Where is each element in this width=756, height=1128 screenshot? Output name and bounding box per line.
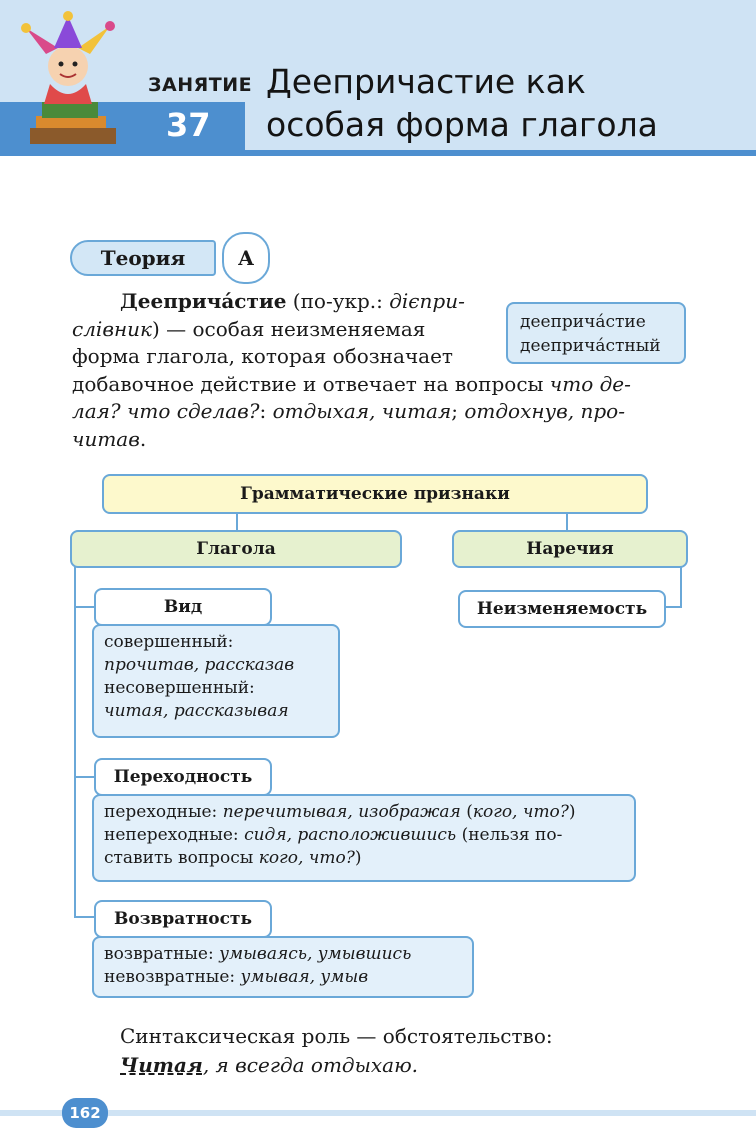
text: что де-	[549, 371, 631, 396]
text: несовершенный:	[104, 678, 255, 698]
level-badge: А	[222, 232, 270, 284]
theory-label: Теория	[70, 240, 216, 276]
text: дієпри-	[389, 289, 465, 313]
text: совершенный:	[104, 632, 234, 652]
text: (нельзя по-	[456, 825, 563, 845]
connector	[74, 776, 96, 778]
aspect-content	[92, 624, 340, 738]
text: кого, что?	[258, 848, 355, 868]
syntax-role-note	[120, 1022, 553, 1080]
transitivity-title: Переходность	[94, 758, 272, 796]
text: , я всегда отдыхаю.	[202, 1053, 419, 1077]
text: умываясь, умывшись	[219, 944, 412, 964]
transitivity-content	[92, 794, 636, 882]
text: добавочное действие и отвечает на вопросы	[72, 371, 550, 396]
text: возвратные:	[104, 944, 220, 964]
title-line: Деепричастие как	[266, 62, 586, 101]
grammar-features-box: Грамматические признаки	[102, 474, 648, 514]
text: ;	[451, 399, 465, 423]
connector	[74, 606, 96, 608]
text: форма глагола, которая обозначает	[72, 344, 453, 368]
text: )	[568, 802, 576, 822]
header-divider	[0, 150, 756, 156]
text: кого, что?	[472, 802, 569, 822]
text: отдыхая, читая	[272, 399, 452, 423]
text: ) — особая неизменяемая	[151, 316, 426, 341]
text: сидя, расположившись	[244, 825, 457, 845]
text: слівник	[72, 316, 152, 341]
text: )	[354, 848, 362, 868]
term: Деепричáстие	[120, 289, 287, 313]
footer-divider	[0, 1110, 756, 1116]
text: читая, рассказывая	[104, 701, 289, 721]
text: (по-укр.:	[286, 289, 390, 313]
text: переходные:	[104, 802, 223, 822]
aspect-title: Вид	[94, 588, 272, 626]
connector	[566, 512, 568, 532]
connector	[236, 512, 238, 532]
connector	[664, 606, 682, 608]
text: умывая, умыв	[240, 967, 369, 987]
reflexivity-content	[92, 936, 474, 998]
title-line: особая форма глагола	[266, 105, 658, 144]
ukrainian-term: дееприча́стный	[520, 336, 661, 356]
connector	[74, 566, 76, 916]
connector	[680, 566, 682, 608]
page-number: 162	[62, 1098, 108, 1128]
reflexivity-title: Возвратность	[94, 900, 272, 938]
text: непереходные:	[104, 825, 245, 845]
text: читав	[72, 426, 140, 451]
connector	[74, 916, 96, 918]
text: ставить вопросы	[104, 848, 259, 868]
adverb-features-box: Наречия	[452, 530, 688, 568]
text: лая? что сделав?	[72, 399, 260, 423]
text: .	[139, 426, 147, 451]
text: Синтаксическая роль — обстоятельство:	[120, 1024, 553, 1048]
invariability-box: Неизменяемость	[458, 590, 666, 628]
lesson-number: 37	[166, 106, 211, 144]
definition-paragraph	[72, 288, 692, 453]
jester-mascot-icon	[6, 8, 126, 150]
text: перечитывая, изображая	[222, 802, 461, 822]
text: (	[460, 802, 473, 822]
text: :	[259, 399, 273, 423]
ukrainian-term: дееприча́стие	[520, 312, 646, 332]
page-title	[266, 60, 658, 146]
text: невозвратные:	[104, 967, 241, 987]
text: прочитав, рассказав	[104, 655, 295, 675]
lesson-label: ЗАНЯТИЕ	[148, 74, 253, 96]
verb-features-box: Глагола	[70, 530, 402, 568]
example-word: Читая	[120, 1053, 203, 1077]
text: отдохнув, про-	[464, 399, 625, 423]
